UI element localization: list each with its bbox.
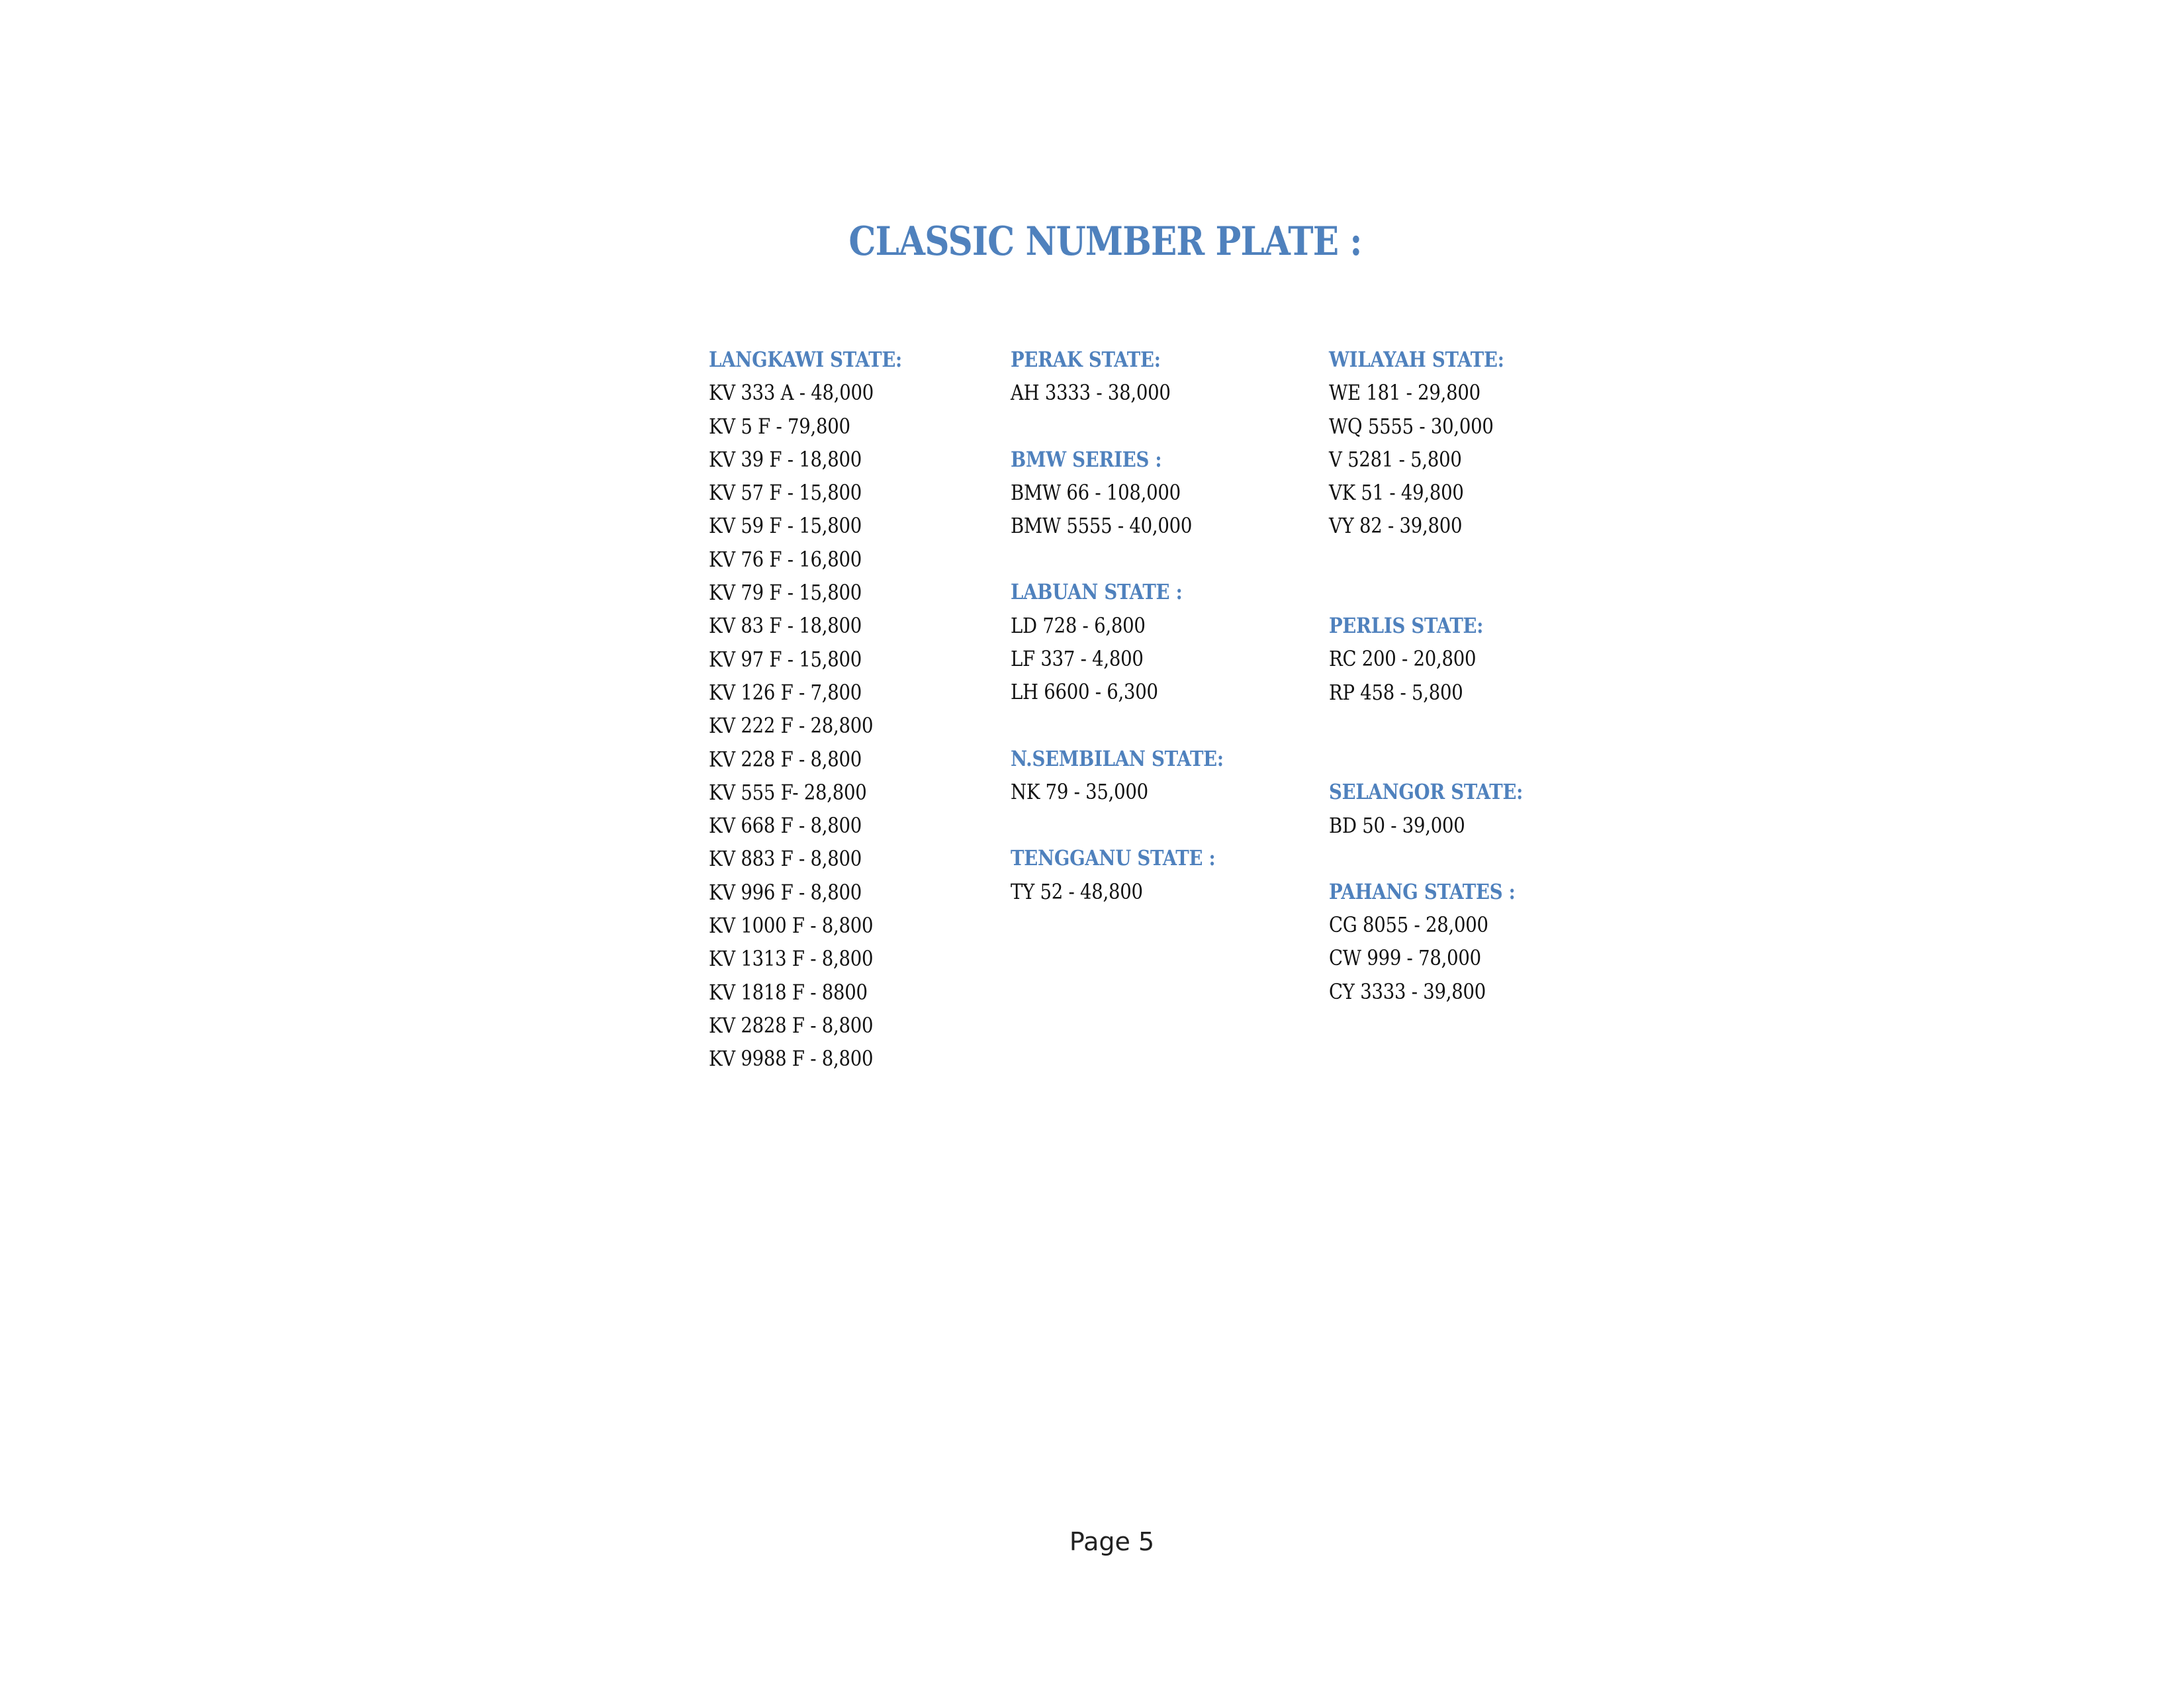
section-langkawi <box>709 343 933 1076</box>
plate-entry: KV 555 F- 28,800 <box>709 779 867 805</box>
section-n-sembilan <box>1011 742 1258 809</box>
section-heading: TENGGANU STATE : <box>1011 845 1216 871</box>
plate-list <box>1329 642 1555 709</box>
plate-entry: KV 1313 F - 8,800 <box>709 946 874 972</box>
column-1 <box>709 343 933 1076</box>
plate-entry: CW 999 - 78,000 <box>1329 945 1481 971</box>
plate-list <box>1011 609 1258 709</box>
plate-entry: KV 2828 F - 8,800 <box>709 1012 874 1038</box>
section-labuan <box>1011 575 1258 708</box>
plate-entry: BMW 5555 - 40,000 <box>1011 513 1193 539</box>
plate-entry: V 5281 - 5,800 <box>1329 446 1462 472</box>
plate-entry: KV 228 F - 8,800 <box>709 746 862 772</box>
plate-entry: KV 1818 F - 8800 <box>709 979 868 1005</box>
spacer <box>1329 543 1555 576</box>
section-wilayah <box>1329 343 1555 576</box>
page-number: Page 5 <box>1069 1527 1155 1556</box>
plate-list <box>1011 875 1258 908</box>
section-perak <box>1011 343 1258 410</box>
plate-list <box>709 376 933 1075</box>
plate-entry: KV 9988 F - 8,800 <box>709 1046 874 1072</box>
plate-entry: KV 333 A - 48,000 <box>709 380 874 406</box>
section-tengganu <box>1011 841 1258 908</box>
plate-entry: KV 76 F - 16,800 <box>709 546 862 572</box>
plate-list <box>1011 376 1258 409</box>
plate-entry: BMW 66 - 108,000 <box>1011 479 1181 505</box>
spacer <box>1329 709 1555 742</box>
plate-entry: BD 50 - 39,000 <box>1329 812 1465 838</box>
plate-entry: AH 3333 - 38,000 <box>1011 380 1171 406</box>
plate-entry: VY 82 - 39,800 <box>1329 513 1463 539</box>
plate-entry: KV 126 F - 7,800 <box>709 679 862 705</box>
section-heading: PERLIS STATE: <box>1329 613 1484 639</box>
plate-entry: LH 6600 - 6,300 <box>1011 679 1158 705</box>
plate-list <box>1329 809 1555 842</box>
plate-entry: NK 79 - 35,000 <box>1011 778 1148 804</box>
section-heading: BMW SERIES : <box>1011 446 1162 472</box>
section-heading: LANGKAWI STATE: <box>709 347 902 372</box>
plate-entry: KV 996 F - 8,800 <box>709 879 862 905</box>
plate-entry: KV 5 F - 79,800 <box>709 413 850 439</box>
section-pahang <box>1329 875 1555 1008</box>
plate-entry: CG 8055 - 28,000 <box>1329 912 1488 938</box>
page-title: CLASSIC NUMBER PLATE : <box>848 218 1362 265</box>
plate-entry: KV 97 F - 15,800 <box>709 646 862 672</box>
plate-entry: KV 1000 F - 8,800 <box>709 913 874 939</box>
plate-entry: KV 83 F - 18,800 <box>709 613 862 639</box>
section-bmw-series <box>1011 443 1258 543</box>
section-selangor <box>1329 775 1555 842</box>
plate-entry: KV 883 F - 8,800 <box>709 846 862 872</box>
plate-entry: KV 59 F - 15,800 <box>709 513 862 539</box>
plate-entry: KV 79 F - 15,800 <box>709 580 862 606</box>
plate-entry: LD 728 - 6,800 <box>1011 612 1146 638</box>
section-heading: WILAYAH STATE: <box>1329 347 1504 372</box>
plate-entry: LF 337 - 4,800 <box>1011 646 1144 672</box>
column-2 <box>1011 343 1258 908</box>
plate-entry: WQ 5555 - 30,000 <box>1329 413 1494 439</box>
section-heading: LABUAN STATE : <box>1011 579 1183 605</box>
section-heading: N.SEMBILAN STATE: <box>1011 745 1224 771</box>
plate-entry: CY 3333 - 39,800 <box>1329 978 1486 1004</box>
plate-entry: TY 52 - 48,800 <box>1011 878 1143 904</box>
plate-entry: KV 39 F - 18,800 <box>709 446 862 472</box>
section-perlis <box>1329 609 1555 742</box>
plate-list <box>1329 908 1555 1008</box>
plate-entry: KV 57 F - 15,800 <box>709 480 862 506</box>
plate-list <box>1011 775 1258 808</box>
plate-entry: RP 458 - 5,800 <box>1329 679 1463 705</box>
plate-list <box>1011 476 1258 543</box>
section-heading: PERAK STATE: <box>1011 347 1161 372</box>
plate-entry: KV 222 F - 28,800 <box>709 713 874 739</box>
section-heading: PAHANG STATES : <box>1329 878 1516 904</box>
plate-entry: VK 51 - 49,800 <box>1329 480 1464 506</box>
column-3 <box>1329 343 1555 1008</box>
plate-entry: KV 668 F - 8,800 <box>709 813 862 839</box>
section-heading: SELANGOR STATE: <box>1329 779 1524 805</box>
plate-list <box>1329 376 1555 542</box>
plate-entry: RC 200 - 20,800 <box>1329 646 1477 672</box>
plate-entry: WE 181 - 29,800 <box>1329 380 1480 406</box>
